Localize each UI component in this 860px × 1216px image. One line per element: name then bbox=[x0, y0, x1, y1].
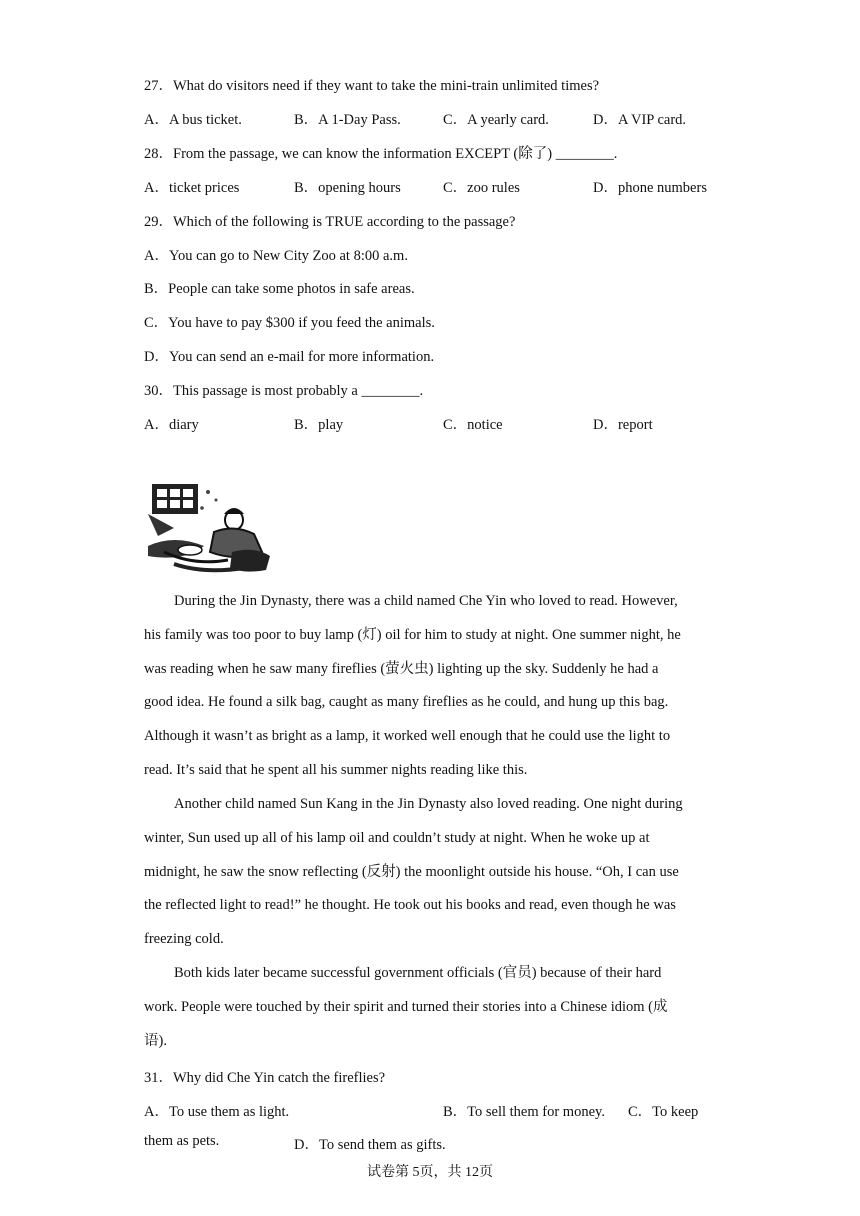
scholar-reading-illustration-icon bbox=[144, 480, 272, 574]
option-31-c-continued[interactable]: them as pets. bbox=[144, 1133, 220, 1149]
option-30-b[interactable]: B．play bbox=[294, 417, 344, 433]
option-28-b[interactable]: B．opening hours bbox=[294, 180, 401, 196]
option-27-c[interactable]: C．A yearly card. bbox=[443, 112, 549, 128]
passage-line: good idea. He found a silk bag, caught as many fireflies as he could, and hung up this bag. bbox=[144, 694, 669, 711]
option-29-a[interactable]: A．You can go to New City Zoo at 8:00 a.m. bbox=[144, 248, 408, 264]
passage-line: Although it wasn’t as bright as a lamp, it worked well enough that he could use the light to bbox=[144, 728, 671, 745]
option-30-d[interactable]: D．report bbox=[593, 417, 653, 433]
option-30-a[interactable]: A．diary bbox=[144, 417, 199, 433]
option-29-b[interactable]: B．People can take some photos in safe areas. bbox=[144, 281, 415, 297]
option-28-d[interactable]: D．phone numbers bbox=[593, 180, 707, 196]
question-28: 28．From the passage, we can know the information EXCEPT (除了) ________. bbox=[144, 146, 618, 162]
option-28-a[interactable]: A．ticket prices bbox=[144, 180, 240, 196]
question-29: 29．Which of the following is TRUE according to the passage? bbox=[144, 214, 516, 230]
passage-line: Both kids later became successful government officials (官员) because of their hard bbox=[174, 965, 662, 981]
option-31-c[interactable]: C．To keep bbox=[628, 1104, 699, 1120]
passage-paragraph-1 bbox=[144, 585, 716, 788]
passage-line: work. People were touched by their spirit and turned their stories into a Chinese idiom (成 bbox=[144, 998, 668, 1015]
passage-paragraph-2 bbox=[144, 788, 716, 957]
option-31-a[interactable]: A．To use them as light. bbox=[144, 1104, 290, 1120]
option-27-b[interactable]: B．A 1-Day Pass. bbox=[294, 112, 401, 128]
option-29-d[interactable]: D．You can send an e-mail for more information. bbox=[144, 349, 435, 365]
question-30: 30．This passage is most probably a ________. bbox=[144, 383, 424, 399]
option-28-c[interactable]: C．zoo rules bbox=[443, 180, 520, 196]
passage-line: During the Jin Dynasty, there was a child named Che Yin who loved to read. However, bbox=[174, 593, 678, 609]
option-27-d[interactable]: D．A VIP card. bbox=[593, 112, 687, 128]
option-31-b[interactable]: B．To sell them for money. bbox=[443, 1104, 605, 1120]
option-29-c[interactable]: C．You have to pay $300 if you feed the animals. bbox=[144, 315, 435, 331]
passage-line: Another child named Sun Kang in the Jin Dynasty also loved reading. One night during bbox=[174, 796, 683, 812]
passage-line: the reflected light to read!” he thought. He took out his books and read, even though he was bbox=[144, 897, 676, 914]
option-27-a[interactable]: A．A bus ticket. bbox=[144, 112, 242, 128]
passage-line: 语). bbox=[144, 1032, 167, 1049]
passage-line: was reading when he saw many fireflies (萤火虫) lighting up the sky. Suddenly he had a bbox=[144, 660, 659, 677]
option-30-c[interactable]: C．notice bbox=[443, 417, 503, 433]
question-27: 27．What do visitors need if they want to take the mini-train unlimited times? bbox=[144, 78, 600, 94]
passage-line: freezing cold. bbox=[144, 931, 224, 948]
option-31-d[interactable]: D．To send them as gifts. bbox=[294, 1137, 446, 1153]
passage-line: midnight, he saw the snow reflecting (反射) the moonlight outside his house. “Oh, I can use bbox=[144, 863, 679, 880]
question-31: 31．Why did Che Yin catch the fireflies? bbox=[144, 1070, 386, 1086]
passage-line: read. It’s said that he spent all his summer nights reading like this. bbox=[144, 761, 528, 778]
passage-paragraph-3 bbox=[144, 957, 716, 1058]
passage-line: his family was too poor to buy lamp (灯) oil for him to study at night. One summer night, he bbox=[144, 626, 681, 643]
passage-line: winter, Sun used up all of his lamp oil and couldn’t study at night. When he woke up at bbox=[144, 829, 650, 846]
page-footer: 试卷第 5页，共 12页 bbox=[367, 1165, 493, 1180]
